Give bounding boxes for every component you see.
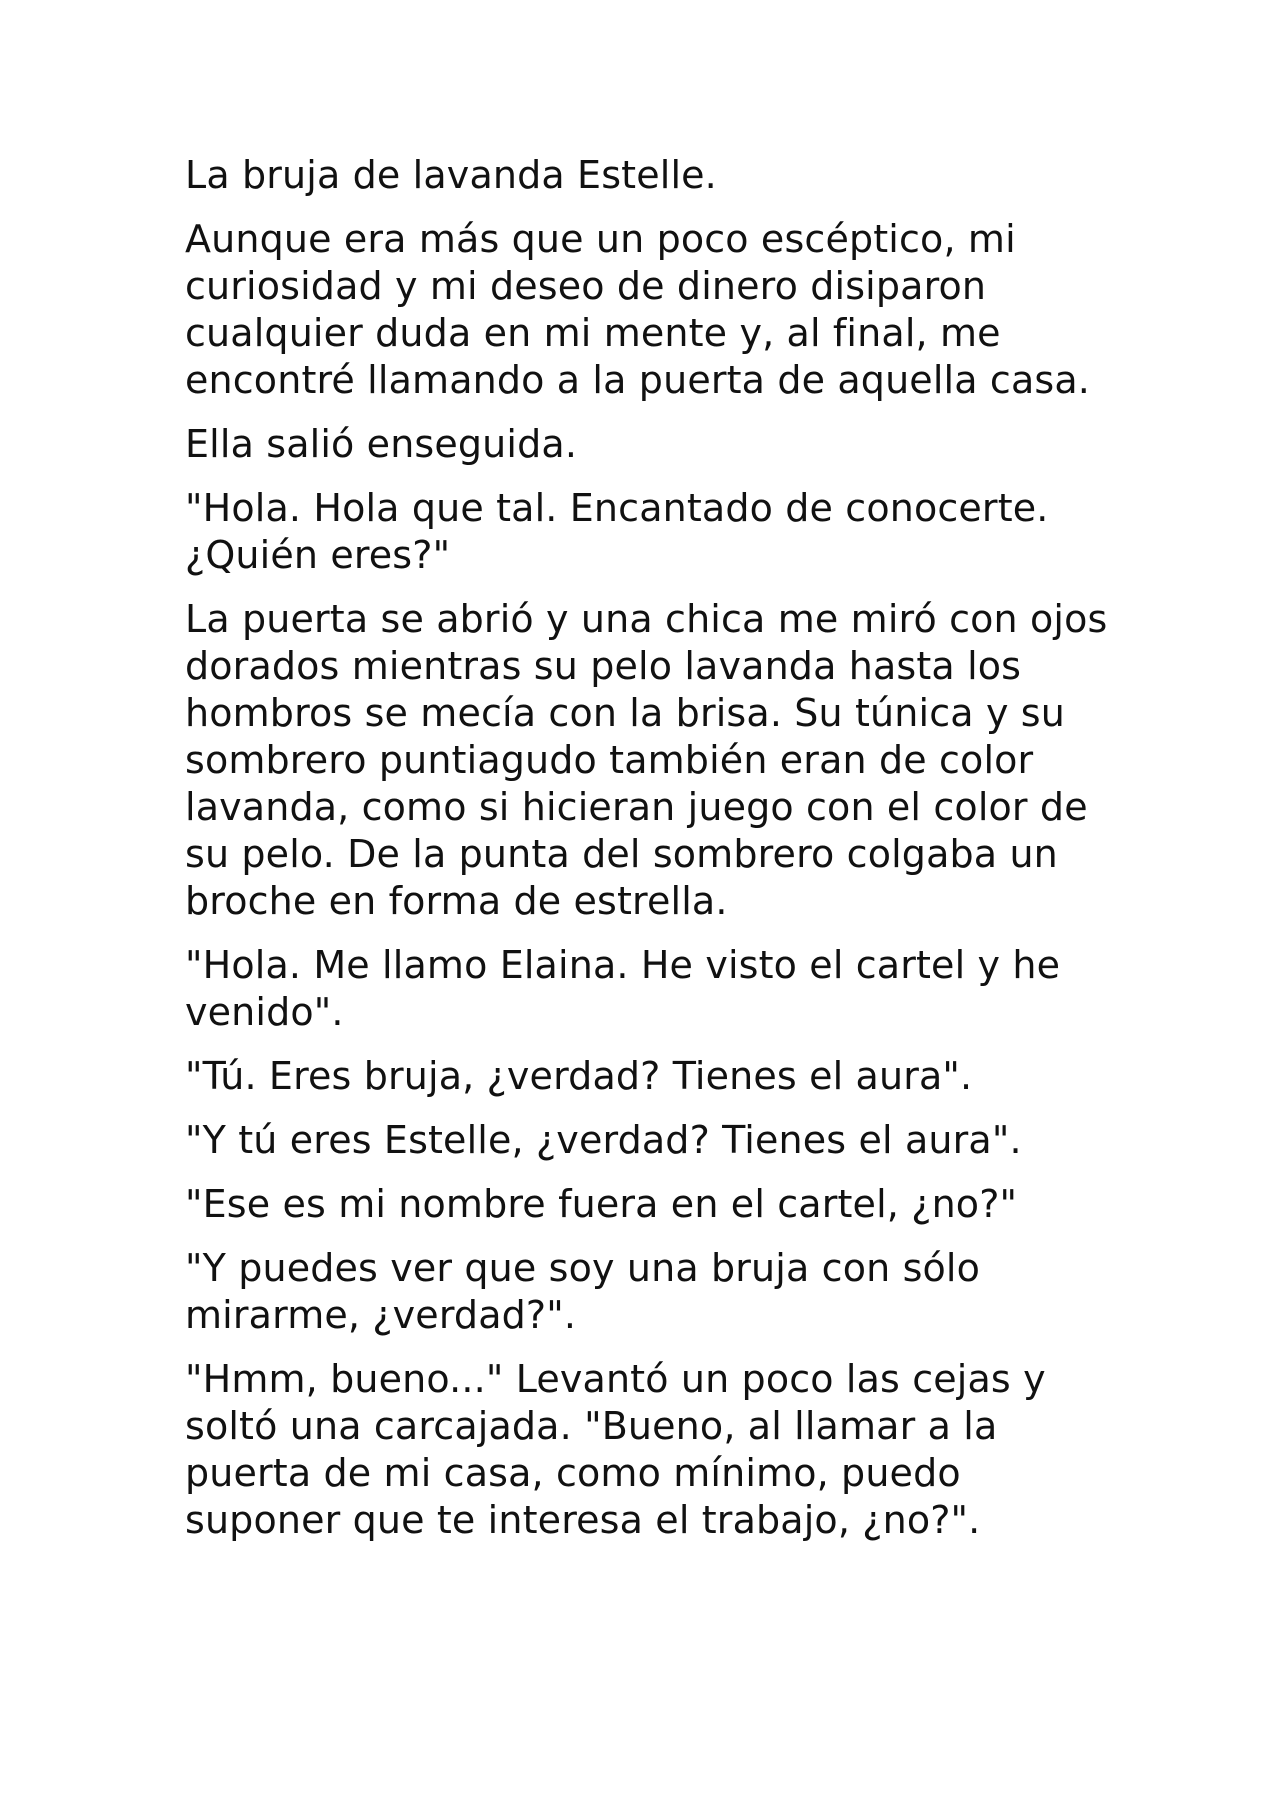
paragraph: La puerta se abrió y una chica me miró con ojos dorados mientras su pelo lavanda hasta los hombros se mecía con la brisa. Su túnica y su sombrero puntiagudo también eran de color lavanda, como si hicieran juego con el color de su pelo. De la punta del sombrero colgaba un broche en forma de estrella. <box>185 597 1108 923</box>
paragraph: "Hola. Hola que tal. Encantado de conocerte. ¿Quién eres?" <box>185 486 1049 577</box>
paragraph: "Y tú eres Estelle, ¿verdad? Tienes el aura". <box>185 1118 1022 1162</box>
paragraph: "Hola. Me llamo Elaina. He visto el cartel y he venido". <box>185 943 1061 1034</box>
paragraph: Ella salió enseguida. <box>185 422 578 466</box>
paragraph: "Tú. Eres bruja, ¿verdad? Tienes el aura". <box>185 1054 973 1098</box>
document-page <box>185 152 1125 1561</box>
paragraph-title: La bruja de lavanda Estelle. <box>185 153 717 197</box>
paragraph: "Hmm, bueno..." Levantó un poco las cejas y soltó una carcajada. "Bueno, al llamar a la puerta de mi casa, como mínimo, puedo suponer que te interesa el trabajo, ¿no?". <box>185 1357 1046 1542</box>
paragraph: "Ese es mi nombre fuera en el cartel, ¿no?" <box>185 1182 1018 1226</box>
paragraph: "Y puedes ver que soy una bruja con sólo mirarme, ¿verdad?". <box>185 1246 981 1337</box>
paragraph: Aunque era más que un poco escéptico, mi curiosidad y mi deseo de dinero disiparon cualquier duda en mi mente y, al final, me encontré llamando a la puerta de aquella casa. <box>185 217 1091 402</box>
